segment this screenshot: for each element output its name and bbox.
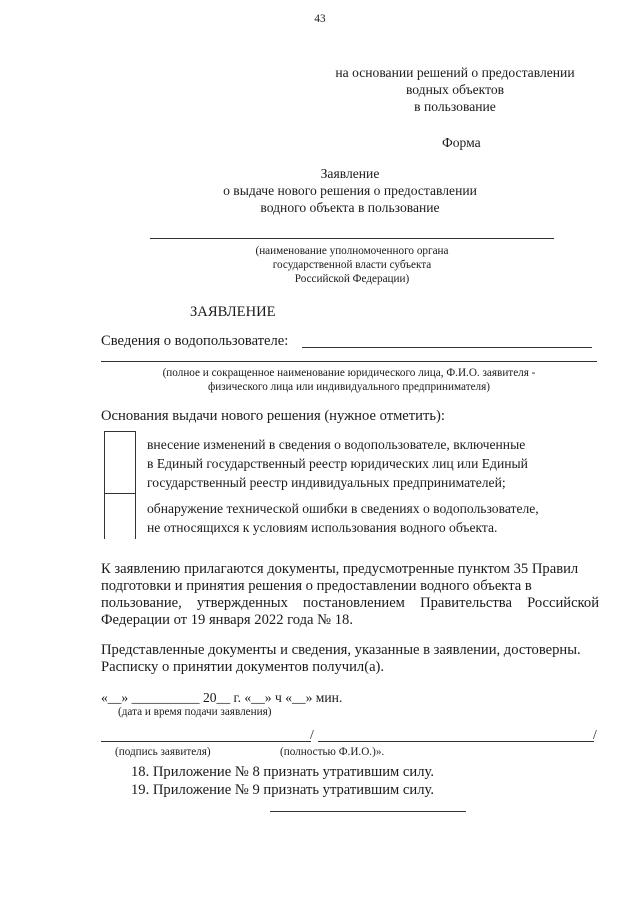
signature-slash-1: / (310, 727, 314, 742)
full-name-underline (318, 741, 594, 742)
attachments-word-5: Российской (527, 595, 599, 611)
page-number: 43 (314, 13, 326, 25)
attachments-line-1: К заявлению прилагаются документы, предусмотренные пунктом 35 Правил (101, 561, 579, 577)
authority-caption-line-3: Российской Федерации) (294, 273, 410, 285)
option-1-line-2: в Единый государственный реестр юридических лиц или Единый (147, 456, 528, 471)
option-1-line-1: внесение изменений в сведения о водопользователе, включенные (147, 437, 526, 452)
user-info-underline-1 (302, 347, 592, 348)
attachments-line-3 (101, 594, 599, 612)
option-2-line-1: обнаружение технической ошибки в сведениях о водопользователе, (147, 501, 539, 516)
signature-underline (101, 741, 311, 742)
date-line: «__» __________ 20__ г. «__» ч «__» мин. (101, 690, 343, 705)
clause-18: 18. Приложение № 8 признать утратившим силу. (131, 764, 434, 780)
attachments-line-4: Федерации от 19 января 2022 года № 18. (101, 612, 353, 628)
user-info-label: Сведения о водопользователе: (101, 333, 289, 349)
authority-underline (150, 238, 554, 239)
grounds-label: Основания выдачи нового решения (нужное отметить): (101, 408, 445, 424)
confirmation-line-2: Расписку о принятии документов получил(а). (101, 659, 385, 675)
attachments-line-2: подготовки и принятия решения о предоставлении водного объекта в (101, 578, 532, 594)
full-name-caption: (полностью Ф.И.О.)». (280, 746, 385, 758)
header-line-2: водных объектов (405, 82, 505, 97)
closing-rule (270, 811, 466, 812)
doc-title-line-3: водного объекта в пользование (260, 200, 440, 215)
option-1-line-3: государственный реестр индивидуальных предпринимателей; (147, 475, 506, 490)
checkbox-option-1[interactable] (104, 431, 136, 493)
attachments-word-1: пользование, (101, 595, 182, 611)
authority-caption-line-2: государственной власти субъекта (272, 259, 432, 271)
statement-heading: ЗАЯВЛЕНИЕ (190, 304, 276, 320)
attachments-word-3: постановлением (303, 595, 405, 611)
confirmation-line-1: Представленные документы и сведения, указанные в заявлении, достоверны. (101, 642, 581, 658)
form-label: Форма (442, 135, 481, 150)
option-2-line-2: не относящихся к условиям использования водного объекта. (147, 520, 498, 535)
doc-title-line-2: о выдаче нового решения о предоставлении (223, 183, 477, 198)
date-caption: (дата и время подачи заявления) (118, 706, 272, 718)
authority-caption-line-1: (наименование уполномоченного органа (255, 245, 449, 257)
clause-19: 19. Приложение № 9 признать утратившим силу. (131, 782, 434, 798)
signature-caption: (подпись заявителя) (115, 746, 211, 758)
attachments-word-2: утвержденных (196, 595, 288, 611)
user-info-underline-2 (101, 361, 597, 362)
header-line-3: в пользование (414, 99, 496, 114)
doc-title-line-1: Заявление (320, 166, 380, 181)
signature-slash-2: / (593, 727, 597, 742)
user-info-caption-line-1: (полное и сокращенное наименование юридического лица, Ф.И.О. заявителя - (162, 367, 536, 379)
checkbox-option-2[interactable] (104, 493, 136, 539)
attachments-word-4: Правительства (420, 595, 512, 611)
user-info-caption-line-2: физического лица или индивидуального предпринимателя) (207, 381, 491, 393)
header-line-1: на основании решений о предоставлении (335, 65, 575, 80)
